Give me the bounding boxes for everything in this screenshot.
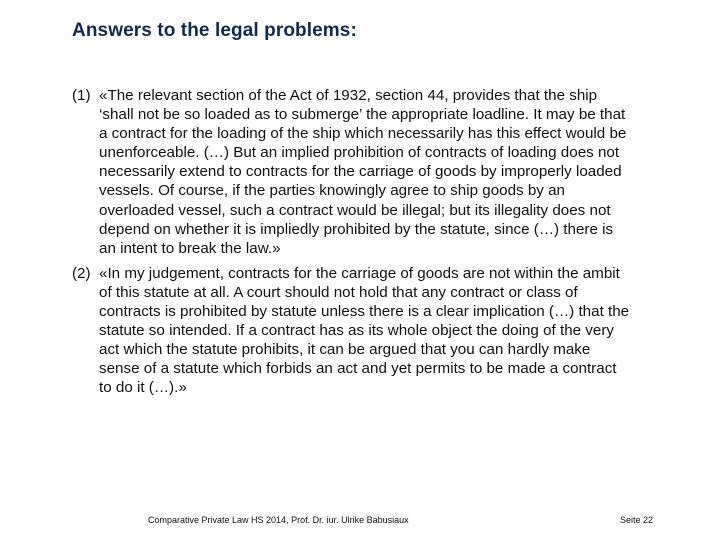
answer-list bbox=[72, 86, 652, 404]
answer-number: (2) bbox=[72, 264, 91, 282]
answer-item-2 bbox=[72, 264, 652, 398]
answer-number: (1) bbox=[72, 87, 91, 104]
slide-title: Answers to the legal problems: bbox=[72, 20, 357, 41]
answer-item-1 bbox=[72, 86, 652, 258]
answer-text: «In my judgement, contracts for the carriage of goods are not within the ambit of this statute at all. A court should not hold that any contract or class of contracts is prohibited by statute unless there is a clear implication (…) that the statute so intended. If a contract has as its whole object the doing of the very act which the statute prohibits, it can be argued that you can hardly make sense of a statute which forbids an act and yet permits to be made a contract to do it (…).» bbox=[99, 264, 630, 397]
footer-course-info: Comparative Private Law HS 2014, Prof. Dr. iur. Ulrike Babusiaux bbox=[148, 515, 409, 525]
footer-page-number: Seite 22 bbox=[620, 515, 654, 525]
answer-text: «The relevant section of the Act of 1932, section 44, provides that the ship ‘shall not be so loaded as to submerge’ the appropriate loadline. It may be that a contract for the loading of the ship which necessarily has this effect would be unenforceable. (…) But an implied prohibition of contracts of loading does not necessarily extend to contracts for the carriage of goods by improperly loaded vessels. Of course, if the parties knowingly agree to ship goods by an overloaded vessel, such a contract would be illegal; but its illegality does not depend on whether it is impliedly prohibited by the statute, since (…) there is an intent to break the law.» bbox=[99, 87, 627, 257]
